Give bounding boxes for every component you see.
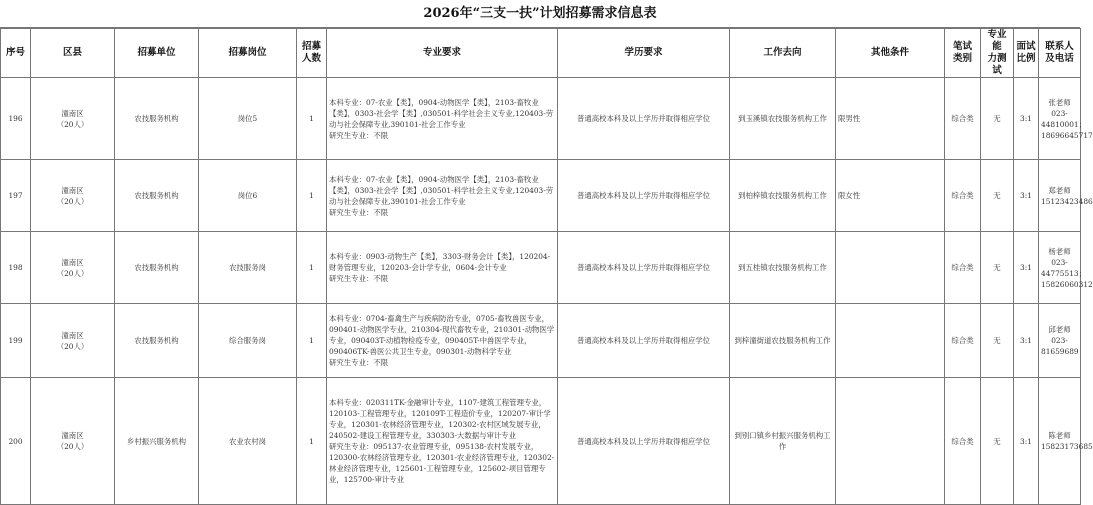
cell-contact: 杨老师 023-44775513； 15826060312 [1039,232,1081,304]
cell-count: 1 [297,232,327,304]
cell-exam-type: 综合类 [945,304,981,378]
cell-destination: 到玉溪镇农技服务机构工作 [730,78,836,160]
cell-other: 限男性 [836,78,945,160]
cell-education: 普通高校本科及以上学历并取得相应学位 [558,160,730,232]
table-row [1,160,1081,232]
cell-unit: 农技服务机构 [115,160,199,232]
cell-district: 潼南区 （20人） [31,378,115,505]
cell-destination: 到五桂镇农技服务机构工作 [730,232,836,304]
cell-count: 1 [297,160,327,232]
cell-ability-test: 无 [981,78,1014,160]
cell-count: 1 [297,378,327,505]
col-header-seq: 序号 [1,29,31,78]
col-header-ability-test: 专业能 力测试 [981,29,1014,78]
cell-interview-ratio: 3:1 [1014,232,1039,304]
cell-district: 潼南区 （20人） [31,232,115,304]
table-row [1,78,1081,160]
cell-other [836,378,945,505]
table-row [1,304,1081,378]
cell-exam-type: 综合类 [945,378,981,505]
cell-exam-type: 综合类 [945,160,981,232]
col-header-exam-type: 笔试 类别 [945,29,981,78]
cell-interview-ratio: 3:1 [1014,378,1039,505]
cell-major: 本科专业：020311TK-金融审计专业，1107-建筑工程管理专业，120103-工程管理专业，120109T-工程造价专业，120207-审计学专业，120301-农林经济管理专业，120302-农村区域发展专业，240502-建设工程管理专业，330303-大数据与审计专业 研究生专业：095137-农业管理专业，095138-农村发展专业，120300-农林经济管理专业，120301-农业经济管理专业，120302-林业经济管理专业，125601-工程管理专业，125602-项目管理专业，125700-审计专业 [327,378,558,505]
cell-education: 普通高校本科及以上学历并取得相应学位 [558,304,730,378]
cell-post: 农技服务岗 [199,232,297,304]
cell-education: 普通高校本科及以上学历并取得相应学位 [558,232,730,304]
cell-seq: 196 [1,78,31,160]
cell-other [836,304,945,378]
cell-post: 岗位6 [199,160,297,232]
cell-destination: 到梓潼街道农技服务机构工作 [730,304,836,378]
page-title: 2026年“三支一扶”计划招募需求信息表 [0,0,1080,28]
cell-destination: 到别口镇乡村振兴服务机构工作 [730,378,836,505]
cell-major: 本科专业：07-农业【类】，0904-动物医学【类】，2103-畜牧业【类】，0303-社会学【类】,030501-科学社会主义专业,120403-劳动与社会保障专业,390101-社会工作专业 研究生专业：不限 [327,78,558,160]
cell-post: 综合服务岗 [199,304,297,378]
cell-ability-test: 无 [981,378,1014,505]
cell-education: 普通高校本科及以上学历并取得相应学位 [558,78,730,160]
cell-other: 限女性 [836,160,945,232]
cell-contact: 郑老师 15123423486 [1039,160,1081,232]
table-header-row [1,29,1081,78]
cell-unit: 农技服务机构 [115,78,199,160]
table-row [1,378,1081,505]
cell-seq: 200 [1,378,31,505]
col-header-education: 学历要求 [558,29,730,78]
cell-seq: 197 [1,160,31,232]
col-header-interview-ratio: 面试 比例 [1014,29,1039,78]
col-header-destination: 工作去向 [730,29,836,78]
cell-count: 1 [297,78,327,160]
cell-other [836,232,945,304]
cell-major: 本科专业：0903-动物生产【类】，3303-财务会计【类】，120204-财务管理专业，120203-会计学专业，0604-会计专业 研究生专业：不限 [327,232,558,304]
col-header-major: 专业要求 [327,29,558,78]
col-header-post: 招募岗位 [199,29,297,78]
cell-interview-ratio: 3:1 [1014,160,1039,232]
cell-unit: 农技服务机构 [115,304,199,378]
cell-interview-ratio: 3:1 [1014,78,1039,160]
cell-unit: 农技服务机构 [115,232,199,304]
col-header-other: 其他条件 [836,29,945,78]
cell-education: 普通高校本科及以上学历并取得相应学位 [558,378,730,505]
cell-contact: 邱老师 023-81659689 [1039,304,1081,378]
cell-contact: 陈老师 15823173685 [1039,378,1081,505]
recruitment-table [0,28,1093,505]
cell-seq: 199 [1,304,31,378]
col-header-unit: 招募单位 [115,29,199,78]
cell-major: 本科专业：07-农业【类】，0904-动物医学【类】，2103-畜牧业【类】，0303-社会学【类】,030501-科学社会主义专业,120403-劳动与社会保障专业,390101-社会工作专业 研究生专业：不限 [327,160,558,232]
cell-major: 本科专业：0704-畜禽生产与疾病防治专业，0705-畜牧兽医专业，090401-动物医学专业，210304-现代畜牧专业，210301-动物医学专业，090403T-动植物检疫专业，090405T-中兽医学专业，090406TK-兽医公共卫生专业，090301-动物科学专业 研究生专业：不限 [327,304,558,378]
col-header-district: 区县 [31,29,115,78]
cell-ability-test: 无 [981,304,1014,378]
cell-contact: 张老师 023-44810001； 18696645717 [1039,78,1081,160]
cell-ability-test: 无 [981,232,1014,304]
cell-exam-type: 综合类 [945,232,981,304]
cell-district: 潼南区 （20人） [31,304,115,378]
cell-seq: 198 [1,232,31,304]
cell-interview-ratio: 3:1 [1014,304,1039,378]
cell-district: 潼南区 （20人） [31,78,115,160]
cell-district: 潼南区 （20人） [31,160,115,232]
cell-unit: 乡村振兴服务机构 [115,378,199,505]
cell-ability-test: 无 [981,160,1014,232]
cell-post: 岗位5 [199,78,297,160]
cell-count: 1 [297,304,327,378]
cell-exam-type: 综合类 [945,78,981,160]
cell-destination: 到柏梓镇农技服务机构工作 [730,160,836,232]
cell-post: 农业农村岗 [199,378,297,505]
col-header-count: 招募 人数 [297,29,327,78]
table-row [1,232,1081,304]
col-header-contact: 联系人及电话 [1039,29,1081,78]
